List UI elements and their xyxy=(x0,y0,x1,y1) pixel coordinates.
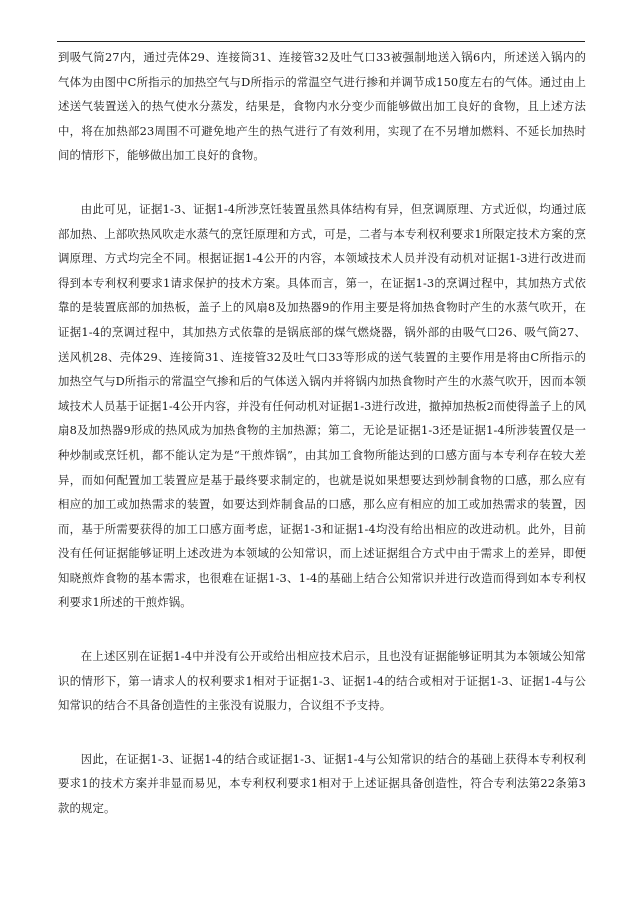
document-body xyxy=(58,45,586,821)
paragraph-continuation: 到吸气筒27内，通过壳体29、连接筒31、连接管32及吐气口33被强制地送入锅6内，所述送入锅内的气体为由图中C所指示的加热空气与D所指示的常温空气进行掺和并调节成150度左右的气体。通过由上述送气装置送入的热气使水分蒸发，结果是，食物内水分变少而能够做出加工良好的食物，且上述方法中，将在加热部23周围不可避免地产生的热气进行了有效利用，实现了在不另增加燃料、不延长加热时间的情形下，能够做出加工良好的食物。 xyxy=(58,50,586,163)
paragraph-gap xyxy=(58,168,586,197)
paragraph-analysis: 由此可见，证据1-3、证据1-4所涉烹饪装置虽然具体结构有异，但烹调原理、方式近似，均通过底部加热、上部吹热风吹走水蒸气的烹饪原理和方式，可是，二者与本专利权利要求1所限定技术方案的烹调原理、方式均完全不同。根据证据1-4公开的内容，本领域技术人员并没有动机对证据1-3进行改进而得到本专利权利要求1请求保护的技术方案。具体而言，第一，在证据1-3的烹调过程中，其加热方式依靠的是装置底部的加热板，盖子上的风扇8及加热器9的作用主要是将加热食物时产生的水蒸气吹开，在证据1-4的烹调过程中，其加热方式依靠的是锅底部的煤气燃烧器，锅外部的由吸气口26、吸气筒27、送风机28、壳体29、连接筒31、连接管32及吐气口33等形成的送气装置的主要作用是将由C所指示的加热空气与D所指示的常温空气掺和后的气体送入锅内并将锅内加热食物时产生的水蒸气吹开，因而本领域技术人员基于证据1-4公开内容，并没有任何动机对证据1-3进行改进，撤掉加热板2而使得盖子上的风扇8及加热器9形成的热风成为加热食物的主加热源；第二，无论是证据1-3还是证据1-4所涉装置仅是一种炒制或烹饪机，都不能认定为是“干煎炸锅”，由其加工食物所能达到的口感方面与本专利存在较大差异，而如何配置加工装置应是基于最终要求制定的，也就是说如果想要达到炒制食物的口感，那么应有相应的加工或加热需求的装置，如要达到炸制食品的口感，那么应有相应的加工或加热需求的装置，因而，基于所需要获得的加工口感方面考虑，证据1-3和证据1-4均没有给出相应的改进动机。此外，目前没有任何证据能够证明上述改进为本领域的公知常识，而上述证据组合方式中由于需求上的差异，即便知晓煎炸食物的基本需求，也很难在证据1-3、1-4的基础上结合公知常识并进行改造而得到如本专利权利要求1所述的干煎炸锅。 xyxy=(58,201,586,610)
paragraph-gap xyxy=(58,718,586,747)
paragraph-conclusion-part: 在上述区别在证据1-4中并没有公开或给出相应技术启示，且也没有证据能够证明其为本领域公知常识的情形下，第一请求人的权利要求1相对于证据1-3、证据1-4的结合或相对于证据1-3、证据1-4与公知常识的结合不具备创造性的主张没有说服力，合议组不予支持。 xyxy=(58,649,586,713)
paragraph-final-conclusion: 因此，在证据1-3、证据1-4的结合或证据1-3、证据1-4与公知常识的结合的基础上获得本专利权利要求1的技术方案并非显而易见，本专利权利要求1相对于上述证据具备创造性，符合专利法第22条第3款的规定。 xyxy=(58,751,586,816)
paragraph-gap xyxy=(58,615,586,644)
header-rule xyxy=(57,41,585,42)
